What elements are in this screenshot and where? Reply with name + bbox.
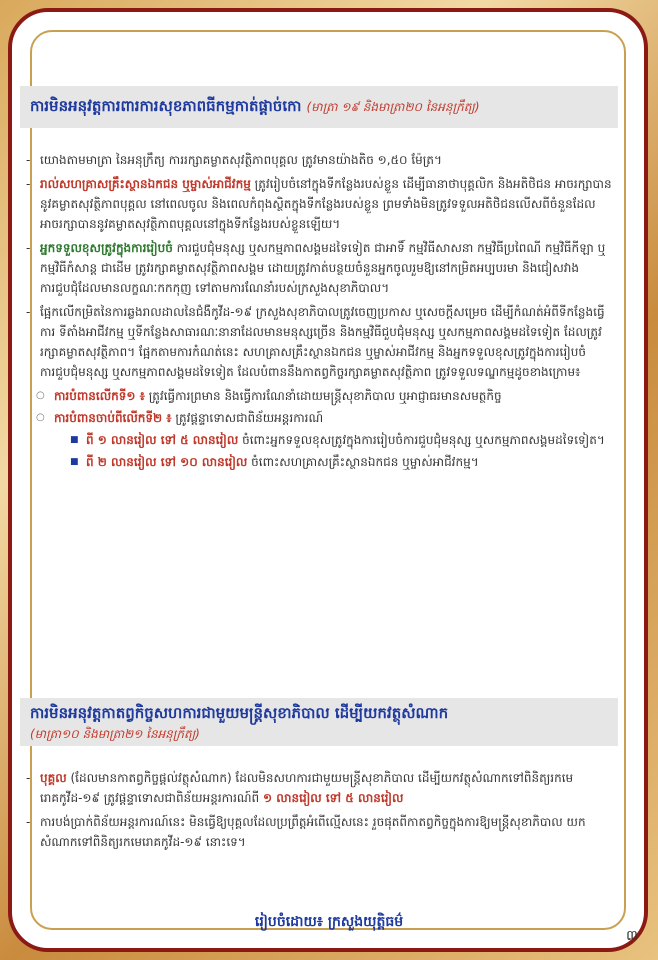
list-item: - បុគ្គល (ដែលមានកាតព្វកិច្ចផ្តល់វត្ថុសំណាក) ដែលមិនសហការជាមួយមន្ត្រីសុខាភិបាល ដើម្បីយកវត្ថុសំណាកទៅពិនិត្យរកមេរោគកូវីដ-១៩ ត្រូវផ្តន្ទាទោសជាពិន័យអន្តរការណ៍ពី ១ លានរៀល ទៅ ៥ លានរៀល <box>24 768 614 808</box>
fine-organizer: ■ ពី ១ លានរៀល ទៅ ៥ លានរៀល ចំពោះអ្នកទទួលខុសត្រូវក្នុងការរៀបចំការជួបជុំមនុស្ស ឬសកម្មភាពសង្គមដទៃទៀត។ <box>24 430 614 450</box>
list-item: - ផ្អែកលើកម្រិតនៃការឆ្លងរាលដាលនៃជំងឺកូវីដ-១៩ ក្រសួងសុខាភិបាលត្រូវចេញប្រកាស ឬសេចក្តីសម្រេច ដើម្បីកំណត់អំពីទីកន្លែងធ្វើការ ទីតាំងអាជីវកម្ម ឬទីកន្លែងសាធារណៈនានាដែលមានមនុស្សច្រើន និងកម្មវិធីជួបជុំមនុស្ស ឬសកម្មភាពសង្គមដទៃទៀត ដែលត្រូវរក្សាគម្លាតសុវត្ថិភាព។ ផ្អែកតាមការកំណត់នេះ សហគ្រាសគ្រឹះស្ថានឯកជន ឬម្ចាស់អាជីវកម្ម និងអ្នកទទួលខុសត្រូវក្នុងការរៀបចំការជួបជុំមនុស្ស ឬសកម្មភាពសង្គមដទៃទៀត ដែលបំពាននឹងកាតព្វកិច្ចរក្សាគម្លាតសុវត្ថិភាព ត្រូវទទួលទណ្ឌកម្មដូចខាងក្រោម៖ <box>24 302 614 382</box>
list-item: - យោងតាមមាត្រា នៃអនុក្រឹត្យ ការរក្សាគម្លាតសុវត្ថិភាពបុគ្គល ត្រូវមានយ៉ាងតិច ១,៥០ ម៉ែត្រ។ <box>24 150 614 170</box>
list-item: - អ្នកទទួលខុសត្រូវក្នុងការរៀបចំ ការជួបជុំមនុស្ស ឬសកម្មភាពសង្គមដទៃទៀត ជាអាទិ៍ កម្មវិធីសាសនា កម្មវិធីប្រពៃណី កម្មវិធីកីឡា ឬកម្មវិធីកំសាន្ត ជាដើម ត្រូវរក្សាគម្លាតសុវត្ថិភាពសង្គម ដោយត្រូវកាត់បន្ថយចំនួនអ្នកចូលរួមឱ្យនៅកម្រិតអប្បបរមា និងជៀសវាងការជួបជុំដែលមានលក្ខណៈកកកុញ ទៅតាមការណែនាំរបស់ក្រសួងសុខាភិបាល។ <box>24 238 614 298</box>
page-number: ៣ <box>626 928 638 944</box>
section1-note: (មាត្រា ១៩ និងមាត្រា២០ នៃអនុក្រឹត្យ) <box>306 100 480 114</box>
section1-content <box>24 150 614 474</box>
violation-second: ○ ការបំពានចាប់ពីលើកទី២ ៖ ត្រូវផ្តន្ទាទោសជាពិន័យអន្តរការណ៍ <box>24 408 614 428</box>
list-item: - រាល់សហគ្រាសគ្រឹះស្ថានឯកជន ឬម្ចាស់អាជីវកម្ម ត្រូវរៀបចំនៅក្នុងទីកន្លែងរបស់ខ្លួន ដើម្បីធានាថាបុគ្គលិក និងអតិថិជន អាចរក្សាបាននូវគម្លាតសុវត្ថិភាពបុគ្គល នៅពេលចូល និងពេលកំពុងស្ថិតក្នុងទីកន្លែងរបស់ខ្លួន ព្រមទាំងមិនត្រូវទទួលអតិថិជនលើសពីចំនួនដែលអាចរក្សាបាននូវគម្លាតសុវត្ថិភាពបុគ្គលនៅក្នុងទីកន្លែងរបស់ខ្លួនឡើយ។ <box>24 174 614 234</box>
footer-credit: រៀបចំដោយ៖ ក្រសួងយុត្តិធម៌ <box>254 914 404 930</box>
fine-business: ■ ពី ២ លានរៀល ទៅ ១០ លានរៀល ចំពោះសហគ្រាសគ្រឹះស្ថានឯកជន ឬម្ចាស់អាជីវកម្ម។ <box>24 452 614 472</box>
section1-title: ការមិនអនុវត្តការពារការសុខភាពធីកម្មកាត់ផ្តាច់កោ <box>30 97 302 115</box>
list-item: - ការបង់ប្រាក់ពិន័យអន្តរការណ៍នេះ មិនធ្វើឱ្យបុគ្គលដែលប្រព្រឹត្តអំពើល្មើសនេះ រួចផុតពីកាតព្វកិច្ចក្នុងការឱ្យមន្ត្រីសុខាភិបាល យកសំណាកទៅពិនិត្យរកមេរោគកូវីដ-១៩ នោះទេ។ <box>24 812 614 852</box>
section2-header <box>20 698 618 746</box>
violation-first: ○ ការបំពានលើកទី១ ៖ ត្រូវធ្វើការព្រមាន និងធ្វើការណែនាំដោយមន្ត្រីសុខាភិបាល ឬអាជ្ញាធរមានសមត្ថកិច្ច <box>24 386 614 406</box>
section2-title: ការមិនអនុវត្តកាតព្វកិច្ចសហការជាមួយមន្ត្រីសុខាភិបាល ដើម្បីយកវត្ថុសំណាក <box>30 704 449 722</box>
section1-header <box>20 86 618 128</box>
section2-content <box>24 768 614 856</box>
section2-note: (មាត្រា១០ និងមាត្រា២១ នៃអនុក្រឹត្យ) <box>30 727 200 741</box>
